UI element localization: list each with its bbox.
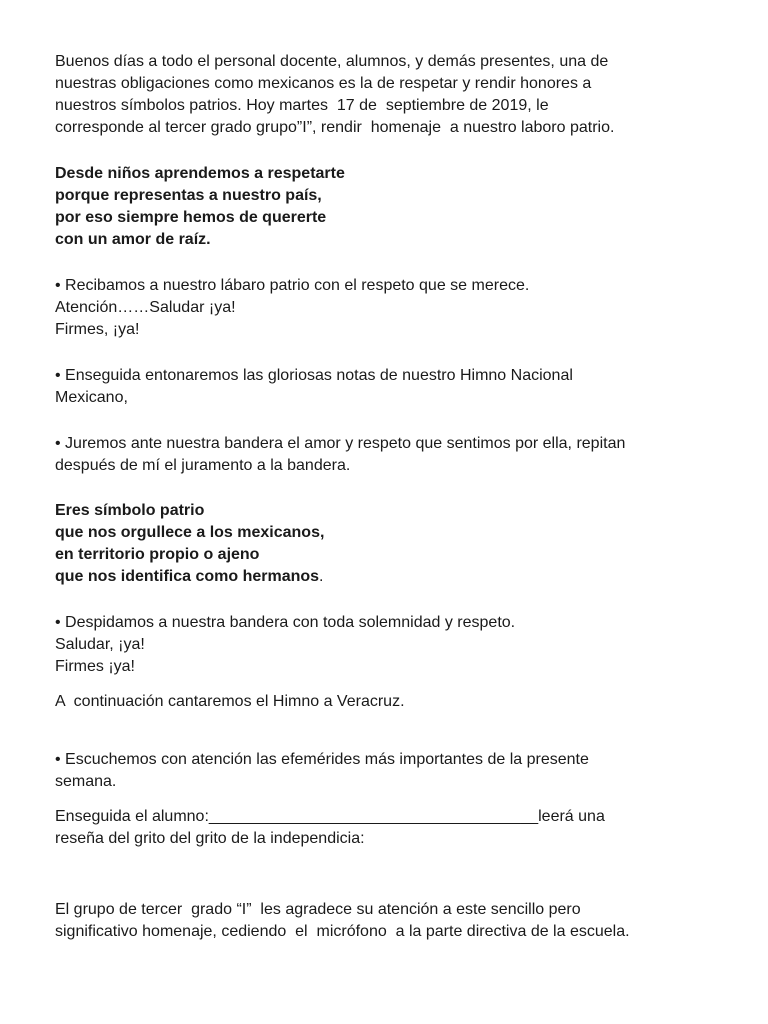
poem-line: por eso siempre hemos de quererte [55,209,327,226]
grito-line: Enseguida el alumno:_____________________________________leerá una [55,808,605,825]
poem-line: que nos orgullece a los mexicanos, [55,524,325,541]
flag-poem-stanza [55,163,735,251]
poem-line: Desde niños aprendemos a respetarte [55,165,345,182]
farewell-paragraph [55,612,735,678]
grito-line: reseña del grito del grito de la independicia: [55,830,365,847]
efemerides-line: semana. [55,773,117,790]
efemerides-line: • Escuchemos con atención las efemérides más importantes de la presente [55,751,589,768]
poem-line: con un amor de raíz. [55,231,211,248]
oath-paragraph [55,433,735,477]
oath-line: • Juremos ante nuestra bandera el amor y respeto que sentimos por ella, repitan [55,435,626,452]
intro-paragraph [55,51,735,139]
anthem-paragraph [55,365,735,409]
veracruz-paragraph [55,691,735,713]
farewell-line: Firmes ¡ya! [55,658,135,675]
poem-final-period: . [319,568,324,585]
closing-paragraph [55,899,735,943]
oath-poem-stanza [55,500,735,588]
poem-line [55,566,735,588]
intro-line: corresponde al tercer grado grupo”I”, rendir homenaje a nuestro laboro patrio. [55,119,615,136]
poem-line: Eres símbolo patrio [55,502,205,519]
poem-line-text: que nos identifica como hermanos [55,568,320,585]
farewell-line: Saludar, ¡ya! [55,636,145,653]
anthem-line: • Enseguida entonaremos las gloriosas notas de nuestro Himno Nacional [55,367,573,384]
grito-paragraph [55,806,735,850]
veracruz-line: A continuación cantaremos el Himno a Veracruz. [55,693,405,710]
closing-line: El grupo de tercer grado “I” les agradece su atención a este sencillo pero [55,901,581,918]
salute-paragraph [55,275,735,341]
poem-line: en territorio propio o ajeno [55,546,260,563]
salute-line: Atención……Saludar ¡ya! [55,299,236,316]
anthem-line: Mexicano, [55,389,128,406]
salute-line: • Recibamos a nuestro lábaro patrio con el respeto que se merece. [55,277,530,294]
intro-line: nuestras obligaciones como mexicanos es la de respetar y rendir honores a [55,75,592,92]
farewell-line: • Despidamos a nuestra bandera con toda solemnidad y respeto. [55,614,516,631]
efemerides-paragraph [55,749,735,793]
oath-line: después de mí el juramento a la bandera. [55,457,351,474]
intro-line: nuestros símbolos patrios. Hoy martes 17 de septiembre de 2019, le [55,97,549,114]
intro-line: Buenos días a todo el personal docente, alumnos, y demás presentes, una de [55,53,609,70]
salute-line: Firmes, ¡ya! [55,321,140,338]
poem-line: porque representas a nuestro país, [55,187,322,204]
closing-line: significativo homenaje, cediendo el micrófono a la parte directiva de la escuela. [55,923,630,940]
